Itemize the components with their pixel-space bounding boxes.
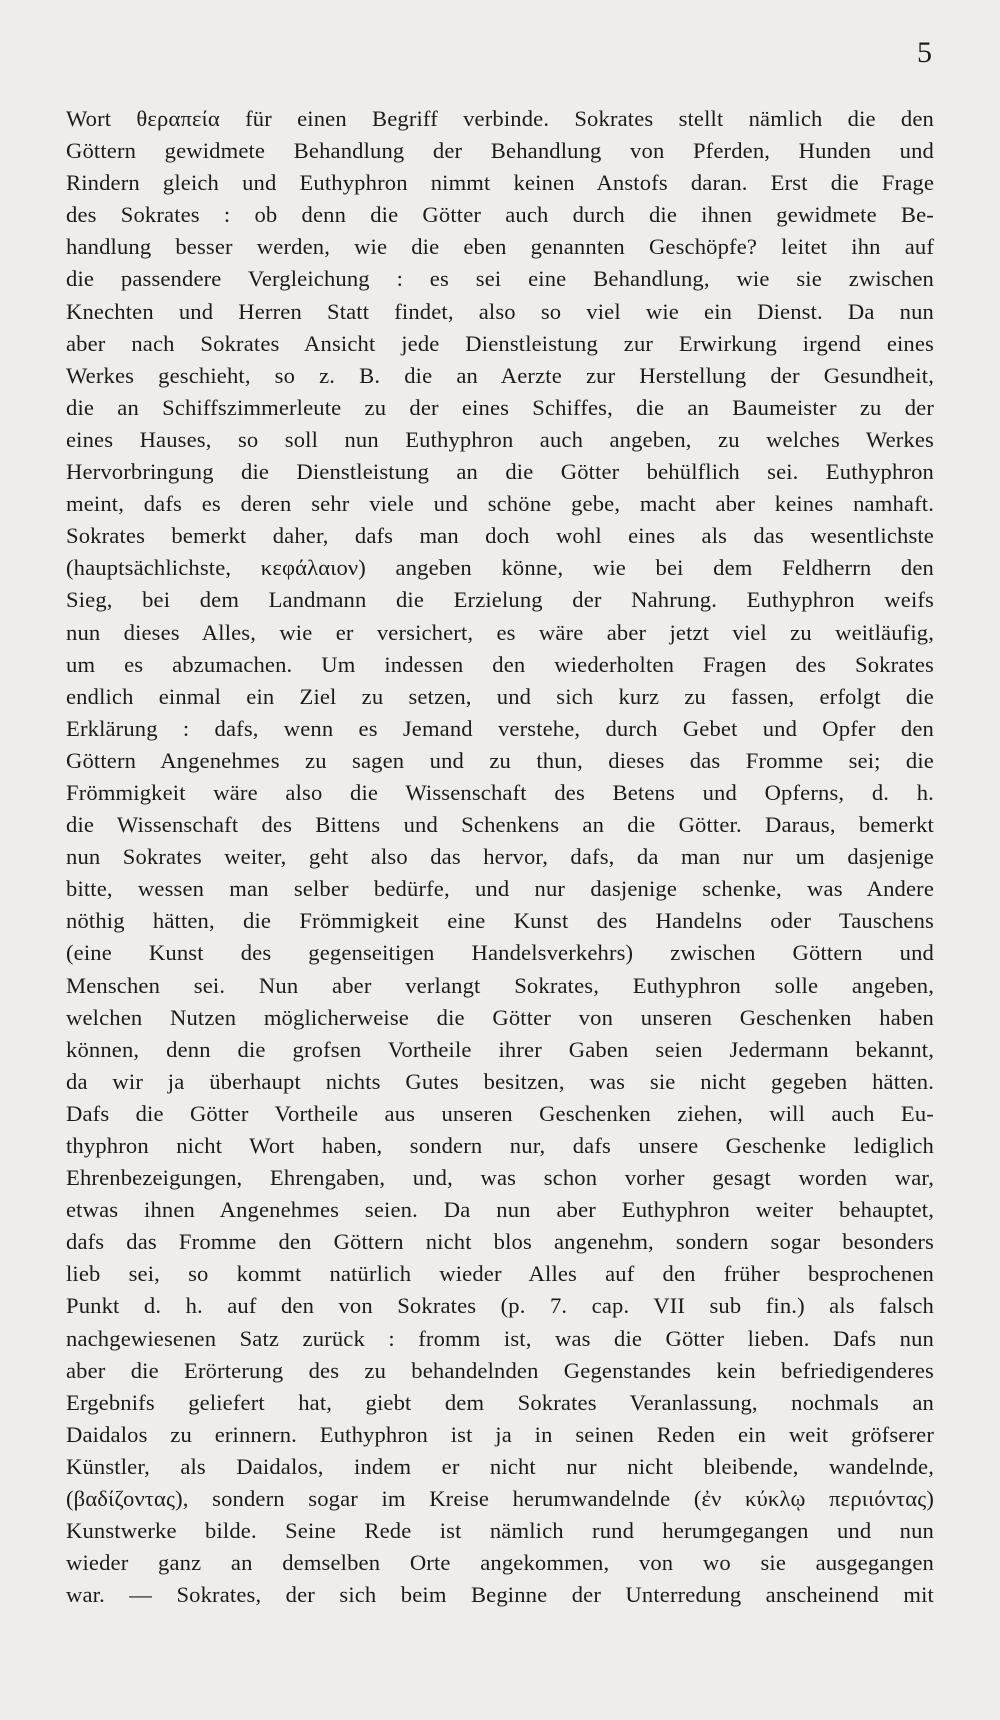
- text-line: lieb sei, so kommt natürlich wieder Alles auf den früher besprochenen: [66, 1261, 934, 1287]
- text-line: die Wissenschaft des Bittens und Schenkens an die Götter. Daraus, bemerkt: [66, 812, 934, 838]
- text-line: Göttern gewidmete Behandlung der Behandlung von Pferden, Hunden und: [66, 138, 934, 164]
- text-line: (βαδίζοντας), sondern sogar im Kreise herumwandelnde (ἐν κύκλῳ περιιόντας): [66, 1486, 934, 1512]
- text-line: Menschen sei. Nun aber verlangt Sokrates, Euthyphron solle angeben,: [66, 972, 934, 998]
- text-line: Göttern Angenehmes zu sagen und zu thun, dieses das Fromme sei; die: [66, 747, 934, 773]
- text-line: aber die Erörterung des zu behandelnden Gegenstandes kein befriedigenderes: [66, 1357, 934, 1383]
- page-number: 5: [917, 36, 932, 69]
- text-line: nachgewiesenen Satz zurück : fromm ist, was die Götter lieben. Dafs nun: [66, 1325, 934, 1351]
- text-line: Punkt d. h. auf den von Sokrates (p. 7. cap. VII sub fin.) als falsch: [66, 1293, 934, 1319]
- text-line: Rindern gleich und Euthyphron nimmt keinen Anstofs daran. Erst die Frage: [66, 170, 934, 196]
- text-line: Künstler, als Daidalos, indem er nicht nur nicht bleibende, wandelnde,: [66, 1453, 934, 1479]
- text-line: meint, dafs es deren sehr viele und schöne gebe, macht aber keines namhaft.: [66, 491, 934, 517]
- text-line: endlich einmal ein Ziel zu setzen, und sich kurz zu fassen, erfolgt die: [66, 683, 934, 709]
- text-line: (eine Kunst des gegenseitigen Handelsverkehrs) zwischen Göttern und: [66, 940, 934, 966]
- text-line: Erklärung : dafs, wenn es Jemand verstehe, durch Gebet und Opfer den: [66, 715, 934, 741]
- text-line: Wort θεραπεία für einen Begriff verbinde. Sokrates stellt nämlich die den: [66, 106, 934, 131]
- text-line: Werkes geschieht, so z. B. die an Aerzte zur Herstellung der Gesundheit,: [66, 362, 934, 388]
- text-line: thyphron nicht Wort haben, sondern nur, dafs unsere Geschenke lediglich: [66, 1133, 934, 1158]
- text-line: die passendere Vergleichung : es sei eine Behandlung, wie sie zwischen: [66, 266, 934, 292]
- text-line: nöthig hätten, die Frömmigkeit eine Kunst des Handelns oder Tauschens: [66, 908, 934, 934]
- text-line: welchen Nutzen möglicherweise die Götter von unseren Geschenken haben: [66, 1004, 934, 1030]
- text-line: nun Sokrates weiter, geht also das hervor, dafs, da man nur um dasjenige: [66, 844, 934, 870]
- text-line: nun dieses Alles, wie er versichert, es wäre aber jetzt viel zu weitläufig,: [66, 619, 934, 645]
- text-line: Ehrenbezeigungen, Ehrengaben, und, was schon vorher gesagt worden war,: [66, 1165, 934, 1191]
- text-line: da wir ja überhaupt nichts Gutes besitzen, was sie nicht gegeben hätten.: [66, 1068, 934, 1094]
- text-line: des Sokrates : ob denn die Götter auch durch die ihnen gewidmete Be-: [66, 202, 934, 228]
- text-line: dafs das Fromme den Göttern nicht blos angenehm, sondern sogar besonders: [66, 1229, 934, 1255]
- text-line: Hervorbringung die Dienstleistung an die Götter behülflich sei. Euthyphron: [66, 459, 934, 485]
- text-line: um es abzumachen. Um indessen den wiederholten Fragen des Sokrates: [66, 651, 934, 677]
- text-line: Ergebnifs geliefert hat, giebt dem Sokrates Veranlassung, nochmals an: [66, 1389, 934, 1415]
- text-line: (hauptsächlichste, κεφάλαιον) angeben könne, wie bei dem Feldherrn den: [66, 555, 934, 581]
- text-line: war. — Sokrates, der sich beim Beginne der Unterredung anscheinend mit: [66, 1582, 934, 1608]
- text-line: wieder ganz an demselben Orte angekommen, von wo sie ausgegangen: [66, 1550, 934, 1576]
- text-line: Sokrates bemerkt daher, dafs man doch wohl eines als das wesentlichste: [66, 523, 934, 549]
- text-line: Daidalos zu erinnern. Euthyphron ist ja in seinen Reden ein weit gröfserer: [66, 1421, 934, 1447]
- text-line: Knechten und Herren Statt findet, also so viel wie ein Dienst. Da nun: [66, 298, 934, 324]
- text-line: Dafs die Götter Vortheile aus unseren Geschenken ziehen, will auch Eu-: [66, 1100, 934, 1126]
- text-line: eines Hauses, so soll nun Euthyphron auch angeben, zu welches Werkes: [66, 426, 934, 452]
- text-line: Kunstwerke bilde. Seine Rede ist nämlich rund herumgegangen und nun: [66, 1518, 934, 1544]
- text-line: Frömmigkeit wäre also die Wissenschaft des Betens und Opferns, d. h.: [66, 779, 934, 805]
- text-line: handlung besser werden, wie die eben genannten Geschöpfe? leitet ihn auf: [66, 234, 934, 260]
- text-line: die an Schiffszimmerleute zu der eines Schiffes, die an Baumeister zu der: [66, 394, 934, 420]
- text-line: aber nach Sokrates Ansicht jede Dienstleistung zur Erwirkung irgend eines: [66, 330, 934, 356]
- text-line: etwas ihnen Angenehmes seien. Da nun aber Euthyphron weiter behauptet,: [66, 1197, 934, 1223]
- text-line: bitte, wessen man selber bedürfe, und nur dasjenige schenke, was Andere: [66, 876, 934, 902]
- body-text: [66, 103, 934, 1611]
- text-line: können, denn die grofsen Vortheile ihrer Gaben seien Jedermann bekannt,: [66, 1036, 934, 1062]
- text-line: Sieg, bei dem Landmann die Erzielung der Nahrung. Euthyphron weifs: [66, 587, 934, 613]
